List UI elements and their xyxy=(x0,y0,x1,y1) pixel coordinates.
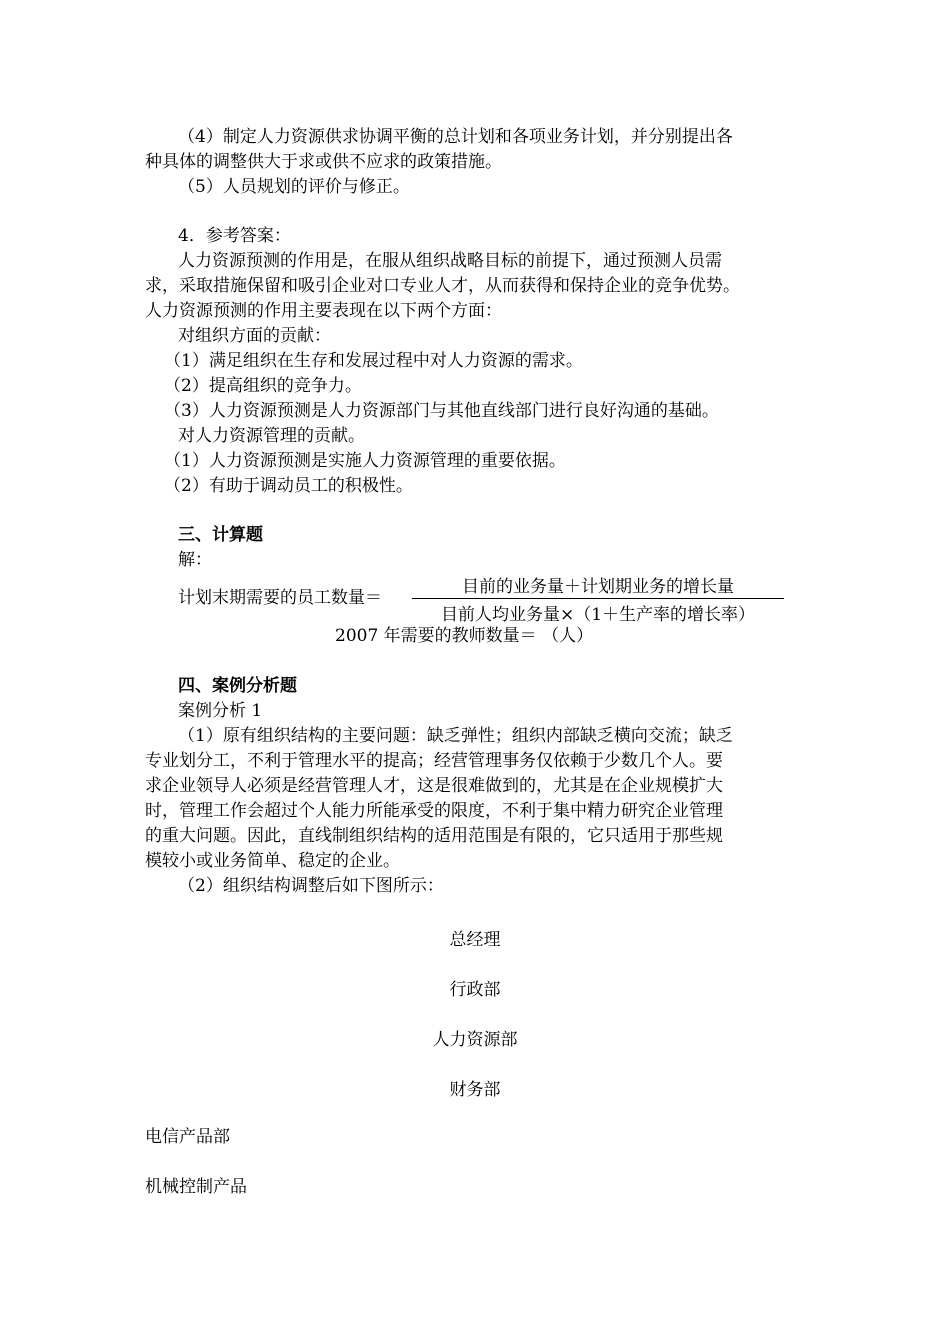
solution-label: 解： xyxy=(178,550,212,570)
item5: （5）人员规划的评价与修正。 xyxy=(178,177,410,197)
item4-line2: 种具体的调整供大于求或供不应求的政策措施。 xyxy=(145,152,502,172)
org-item-1: （1）满足组织在生存和发展过程中对人力资源的需求。 xyxy=(164,351,583,371)
hr-contribution-heading: 对人力资源管理的贡献。 xyxy=(178,426,365,446)
formula-denominator: 目前人均业务量×（1＋生产率的增长率） xyxy=(440,605,756,625)
formula-lhs: 计划末期需要的员工数量＝ xyxy=(178,588,382,608)
case-p1-line6: 模较小或业务简单、稳定的企业。 xyxy=(145,851,400,871)
case-p1-line1: （1）原有组织结构的主要问题：缺乏弹性；组织内部缺乏横向交流；缺乏 xyxy=(178,726,733,746)
org-contribution-heading: 对组织方面的贡献： xyxy=(178,326,331,346)
node-mech-control: 机械控制产品 xyxy=(145,1177,247,1197)
hr-item-1: （1）人力资源预测是实施人力资源管理的重要依据。 xyxy=(164,451,566,471)
answer4-heading: 4．参考答案： xyxy=(178,226,291,246)
section4-title: 四、案例分析题 xyxy=(178,676,297,696)
answer4-para-line3: 人力资源预测的作用主要表现在以下两个方面： xyxy=(145,301,502,321)
case-p1-line2: 专业划分工，不利于管理水平的提高；经营管理事务仅依赖于少数几个人。要 xyxy=(145,751,723,771)
case-p1-line3: 求企业领导人必须是经营管理人才，这是很难做到的，尤其是在企业规模扩大 xyxy=(145,776,723,796)
org-item-2: （2）提高组织的竞争力。 xyxy=(164,376,362,396)
case-p1-line5: 的重大问题。因此，直线制组织结构的适用范围是有限的，它只适用于那些规 xyxy=(145,826,723,846)
answer4-para-line1: 人力资源预测的作用是，在服从组织战略目标的前提下，通过预测人员需 xyxy=(178,251,722,271)
node-telecom-dept: 电信产品部 xyxy=(145,1127,230,1147)
hr-item-2: （2）有助于调动员工的积极性。 xyxy=(164,476,413,496)
formula-numerator: 目前的业务量＋计划期业务的增长量 xyxy=(462,577,734,597)
fraction-bar xyxy=(412,598,784,599)
result-line: 2007 年需要的教师数量＝ （人） xyxy=(335,626,594,646)
node-finance-dept: 财务部 xyxy=(449,1080,501,1100)
case-label: 案例分析 1 xyxy=(178,701,263,721)
answer4-para-line2: 求，采取措施保留和吸引企业对口专业人才，从而获得和保持企业的竞争优势。 xyxy=(145,276,740,296)
node-general-manager: 总经理 xyxy=(449,930,501,950)
node-hr-dept: 人力资源部 xyxy=(432,1030,518,1050)
org-item-3: （3）人力资源预测是人力资源部门与其他直线部门进行良好沟通的基础。 xyxy=(164,401,719,421)
section3-title: 三、计算题 xyxy=(178,525,263,545)
case-p1-line4: 时，管理工作会超过个人能力所能承受的限度，不利于集中精力研究企业管理 xyxy=(145,801,723,821)
case-p2: （2）组织结构调整后如下图所示： xyxy=(178,876,444,896)
item4-line1: （4）制定人力资源供求协调平衡的总计划和各项业务计划，并分别提出各 xyxy=(178,127,733,147)
node-admin-dept: 行政部 xyxy=(449,980,501,1000)
